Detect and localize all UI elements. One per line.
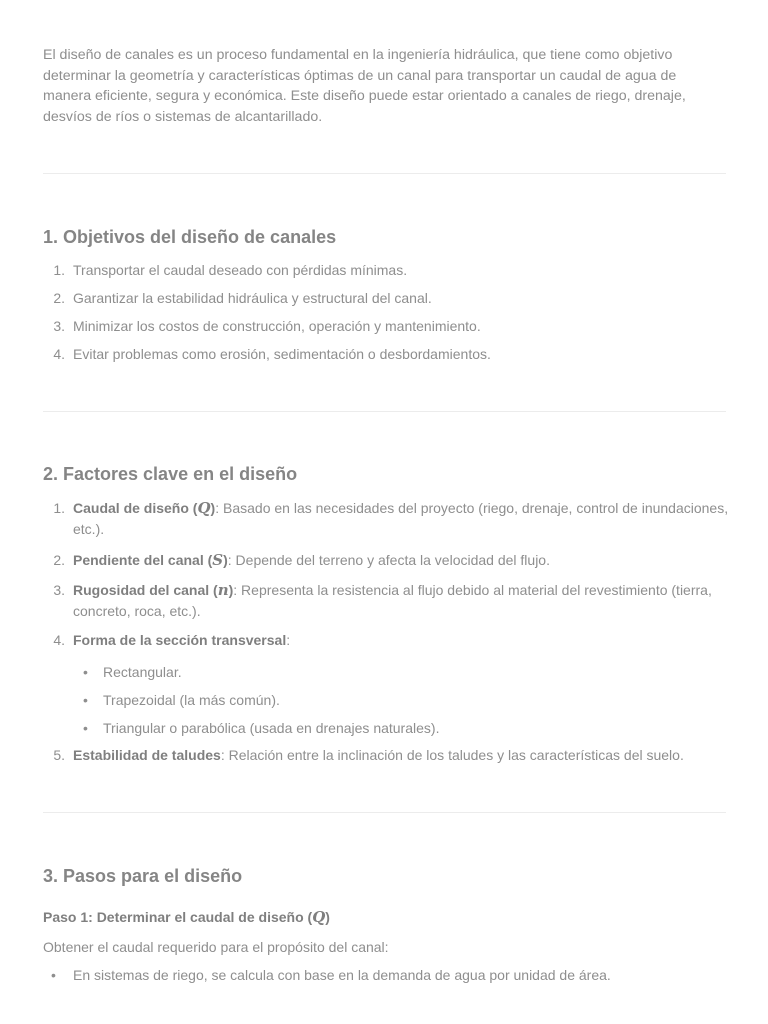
divider	[43, 812, 726, 813]
bullet-icon: •	[83, 664, 88, 680]
objectives-list	[43, 260, 733, 372]
step-1-text: Obtener el caudal requerido para el propósito del canal:	[43, 939, 389, 955]
step-1-bullets	[43, 965, 733, 985]
step-1-heading: Paso 1: Determinar el caudal de diseño (Q)	[43, 908, 330, 926]
bullet-icon: •	[83, 720, 88, 736]
list-item: 1. Transportar el caudal deseado con pérdidas mínimas.	[53, 262, 408, 278]
list-item: 4. Forma de la sección transversal:	[53, 632, 291, 648]
list-item: • En sistemas de riego, se calcula con base en la demanda de agua por unidad de área.	[51, 967, 611, 983]
bullet-icon: •	[83, 692, 88, 708]
list-item: 2. Garantizar la estabilidad hidráulica y estructural del canal.	[53, 290, 432, 306]
list-item: 5. Estabilidad de taludes: Relación entre la inclinación de los taludes y las características del suelo.	[53, 747, 684, 763]
list-item: 2. Pendiente del canal (S): Depende del terreno y afecta la velocidad del flujo.	[53, 551, 550, 569]
section-2-heading: 2. Factores clave en el diseño	[43, 464, 298, 484]
divider	[43, 411, 726, 412]
factors-list	[43, 498, 733, 660]
factors-list-continued	[43, 745, 733, 766]
bullet-icon: •	[51, 967, 56, 983]
list-item: 3. Minimizar los costos de construcción, operación y mantenimiento.	[53, 318, 481, 334]
list-item: 4. Evitar problemas como erosión, sedimentación o desbordamientos.	[53, 346, 491, 362]
list-item: • Triangular o parabólica (usada en drenajes naturales).	[83, 720, 440, 736]
section-shapes-list	[43, 662, 733, 746]
section-1-heading: 1. Objetivos del diseño de canales	[43, 227, 337, 247]
list-item: 3. Rugosidad del canal (n): Representa la resistencia al flujo debido al material del revestimiento (tierra, concreto, roca, etc.).	[53, 581, 712, 619]
list-item: • Trapezoidal (la más común).	[83, 692, 280, 708]
section-3-heading: 3. Pasos para el diseño	[43, 866, 243, 886]
divider	[43, 173, 726, 174]
list-item: 1. Caudal de diseño (Q): Basado en las necesidades del proyecto (riego, drenaje, control de inundaciones, etc.).	[53, 499, 729, 537]
intro-paragraph: El diseño de canales es un proceso fundamental en la ingeniería hidráulica, que tiene como objetivo determinar la geometría y características óptimas de un canal para transportar un caudal de agua de manera eficiente, segura y económica. Este diseño puede estar orientado a canales de riego, drenaje, desvíos de ríos o sistemas de alcantarillado.	[43, 47, 686, 125]
list-item: • Rectangular.	[83, 664, 182, 680]
